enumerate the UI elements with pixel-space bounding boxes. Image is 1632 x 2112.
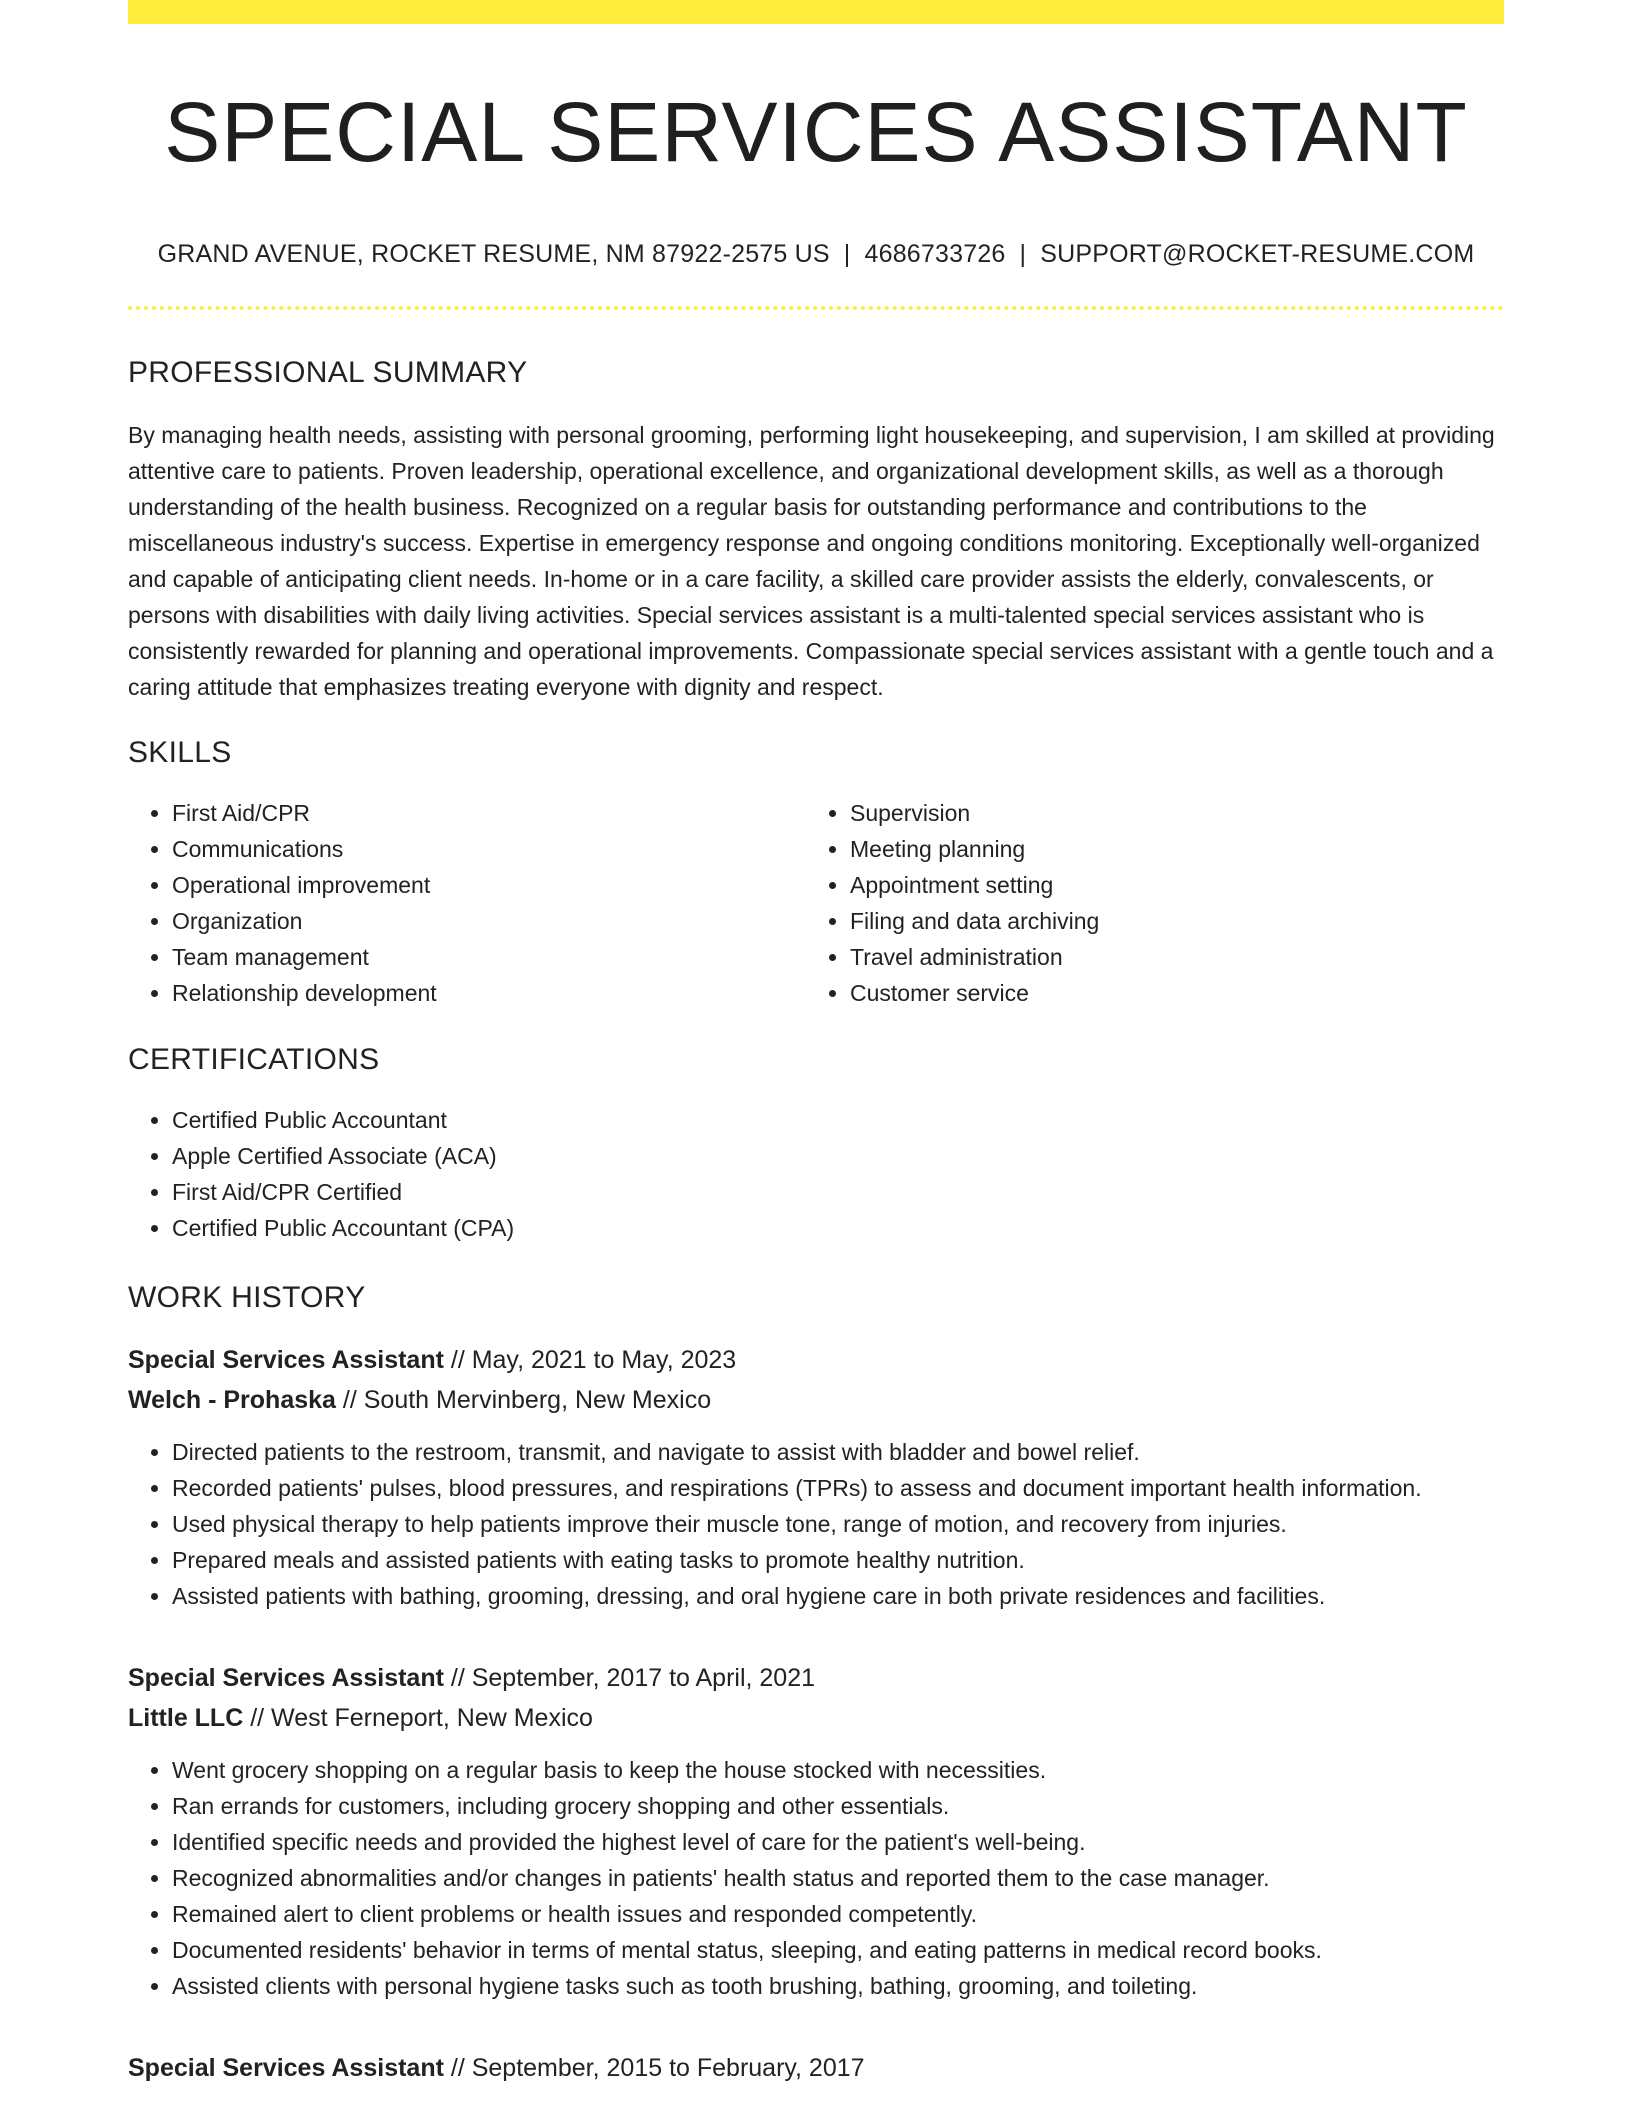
summary-text: By managing health needs, assisting with personal grooming, performing light housekeeping, and supervision, I am skilled at providing attentive care to patients. Proven leadership, operational excellence, and organizational development skills, as well as a thorough understanding of the health business. Recognized on a regular basis for outstanding performance and contributions to the miscellaneous industry's success. Expertise in emergency response and ongoing conditions monitoring. Exceptionally well-organized and capable of anticipating client needs. In-home or in a care facility, a skilled care provider assists the elderly, convalescents, or persons with disabilities with daily living activities. Special services assistant is a multi-talented special services assistant who is consistently rewarded for planning and operational improvements. Compassionate special services assistant with a gentle touch and a caring attitude that emphasizes treating everyone with dignity and respect. — [128, 421, 1495, 700]
contact-separator: | — [1019, 239, 1027, 268]
job-role-line — [128, 2048, 1504, 2088]
skills-left-list — [128, 795, 806, 1011]
contact-address: GRAND AVENUE, ROCKET RESUME, NM 87922-2575 US — [157, 239, 830, 268]
job-bullet: • Directed patients to the restroom, transmit, and navigate to assist with bladder and bowel relief. — [172, 1434, 1504, 1470]
job-role-line — [128, 1340, 1504, 1380]
job-dates: // May, 2021 to May, 2023 — [443, 1345, 737, 1374]
job-role: Special Services Assistant — [128, 1663, 444, 1692]
job-dates: // September, 2017 to April, 2021 — [443, 1663, 816, 1692]
contact-phone[interactable]: 4686733726 — [864, 239, 1006, 268]
contact-email[interactable]: SUPPORT@ROCKET-RESUME.COM — [1040, 239, 1475, 268]
certifications-heading: CERTIFICATIONS — [128, 1042, 380, 1076]
skill-item: • Operational improvement — [172, 867, 806, 903]
skill-item: • Travel administration — [850, 939, 1484, 975]
job-role: Special Services Assistant — [128, 1345, 444, 1374]
job-entry — [128, 2048, 1504, 2088]
skill-item: • Appointment setting — [850, 867, 1484, 903]
top-accent-bar — [128, 0, 1504, 24]
job-bullet: • Ran errands for customers, including grocery shopping and other essentials. — [172, 1788, 1504, 1824]
contact-line — [128, 239, 1504, 269]
contact-separator: | — [843, 239, 851, 268]
skill-item: • Meeting planning — [850, 831, 1484, 867]
skill-item: • Communications — [172, 831, 806, 867]
job-location: // South Mervinberg, New Mexico — [335, 1385, 712, 1414]
job-bullet: • Recorded patients' pulses, blood pressures, and respirations (TPRs) to assess and document important health information. — [172, 1470, 1504, 1506]
job-bullets — [128, 1752, 1504, 2004]
job-bullet: • Prepared meals and assisted patients with eating tasks to promote healthy nutrition. — [172, 1542, 1504, 1578]
certification-item: • Apple Certified Associate (ACA) — [172, 1138, 1504, 1174]
skill-item: • Team management — [172, 939, 806, 975]
skills-right-list — [806, 795, 1484, 1011]
job-entry — [128, 1658, 1504, 2004]
job-company: Welch - Prohaska — [128, 1385, 336, 1414]
job-bullet: • Assisted clients with personal hygiene tasks such as tooth brushing, bathing, grooming, and toileting. — [172, 1968, 1504, 2004]
job-company-line — [128, 1698, 1504, 1738]
skills-columns — [128, 795, 1504, 1011]
summary-heading: PROFESSIONAL SUMMARY — [128, 355, 528, 389]
skill-item: • First Aid/CPR — [172, 795, 806, 831]
job-role-line — [128, 1658, 1504, 1698]
certification-item: • First Aid/CPR Certified — [172, 1174, 1504, 1210]
job-company-line — [128, 1380, 1504, 1420]
job-bullet: • Recognized abnormalities and/or changes in patients' health status and reported them to the case manager. — [172, 1860, 1504, 1896]
skill-item: • Supervision — [850, 795, 1484, 831]
job-bullet: • Identified specific needs and provided the highest level of care for the patient's well-being. — [172, 1824, 1504, 1860]
resume-page — [128, 0, 1504, 2088]
certification-item: • Certified Public Accountant (CPA) — [172, 1210, 1504, 1246]
job-bullet: • Used physical therapy to help patients improve their muscle tone, range of motion, and recovery from injuries. — [172, 1506, 1504, 1542]
job-entry — [128, 1340, 1504, 1614]
skill-item: • Filing and data archiving — [850, 903, 1484, 939]
skill-item: • Relationship development — [172, 975, 806, 1011]
resume-title: SPECIAL SERVICES ASSISTANT — [164, 85, 1468, 179]
job-company: Little LLC — [128, 1703, 244, 1732]
job-location: // West Ferneport, New Mexico — [243, 1703, 593, 1732]
job-role: Special Services Assistant — [128, 2053, 444, 2082]
job-bullet: • Assisted patients with bathing, grooming, dressing, and oral hygiene care in both private residences and facilities. — [172, 1578, 1504, 1614]
job-bullet: • Went grocery shopping on a regular basis to keep the house stocked with necessities. — [172, 1752, 1504, 1788]
certifications-list — [128, 1102, 1504, 1246]
skill-item: • Organization — [172, 903, 806, 939]
job-bullet: • Documented residents' behavior in terms of mental status, sleeping, and eating patterns in medical record books. — [172, 1932, 1504, 1968]
skill-item: • Customer service — [850, 975, 1484, 1011]
job-bullet: • Remained alert to client problems or health issues and responded competently. — [172, 1896, 1504, 1932]
skills-heading: SKILLS — [128, 735, 232, 769]
certification-item: • Certified Public Accountant — [172, 1102, 1504, 1138]
work-history-heading: WORK HISTORY — [128, 1280, 366, 1314]
job-bullets — [128, 1434, 1504, 1614]
job-dates: // September, 2015 to February, 2017 — [443, 2053, 865, 2082]
dotted-divider — [128, 306, 1504, 310]
